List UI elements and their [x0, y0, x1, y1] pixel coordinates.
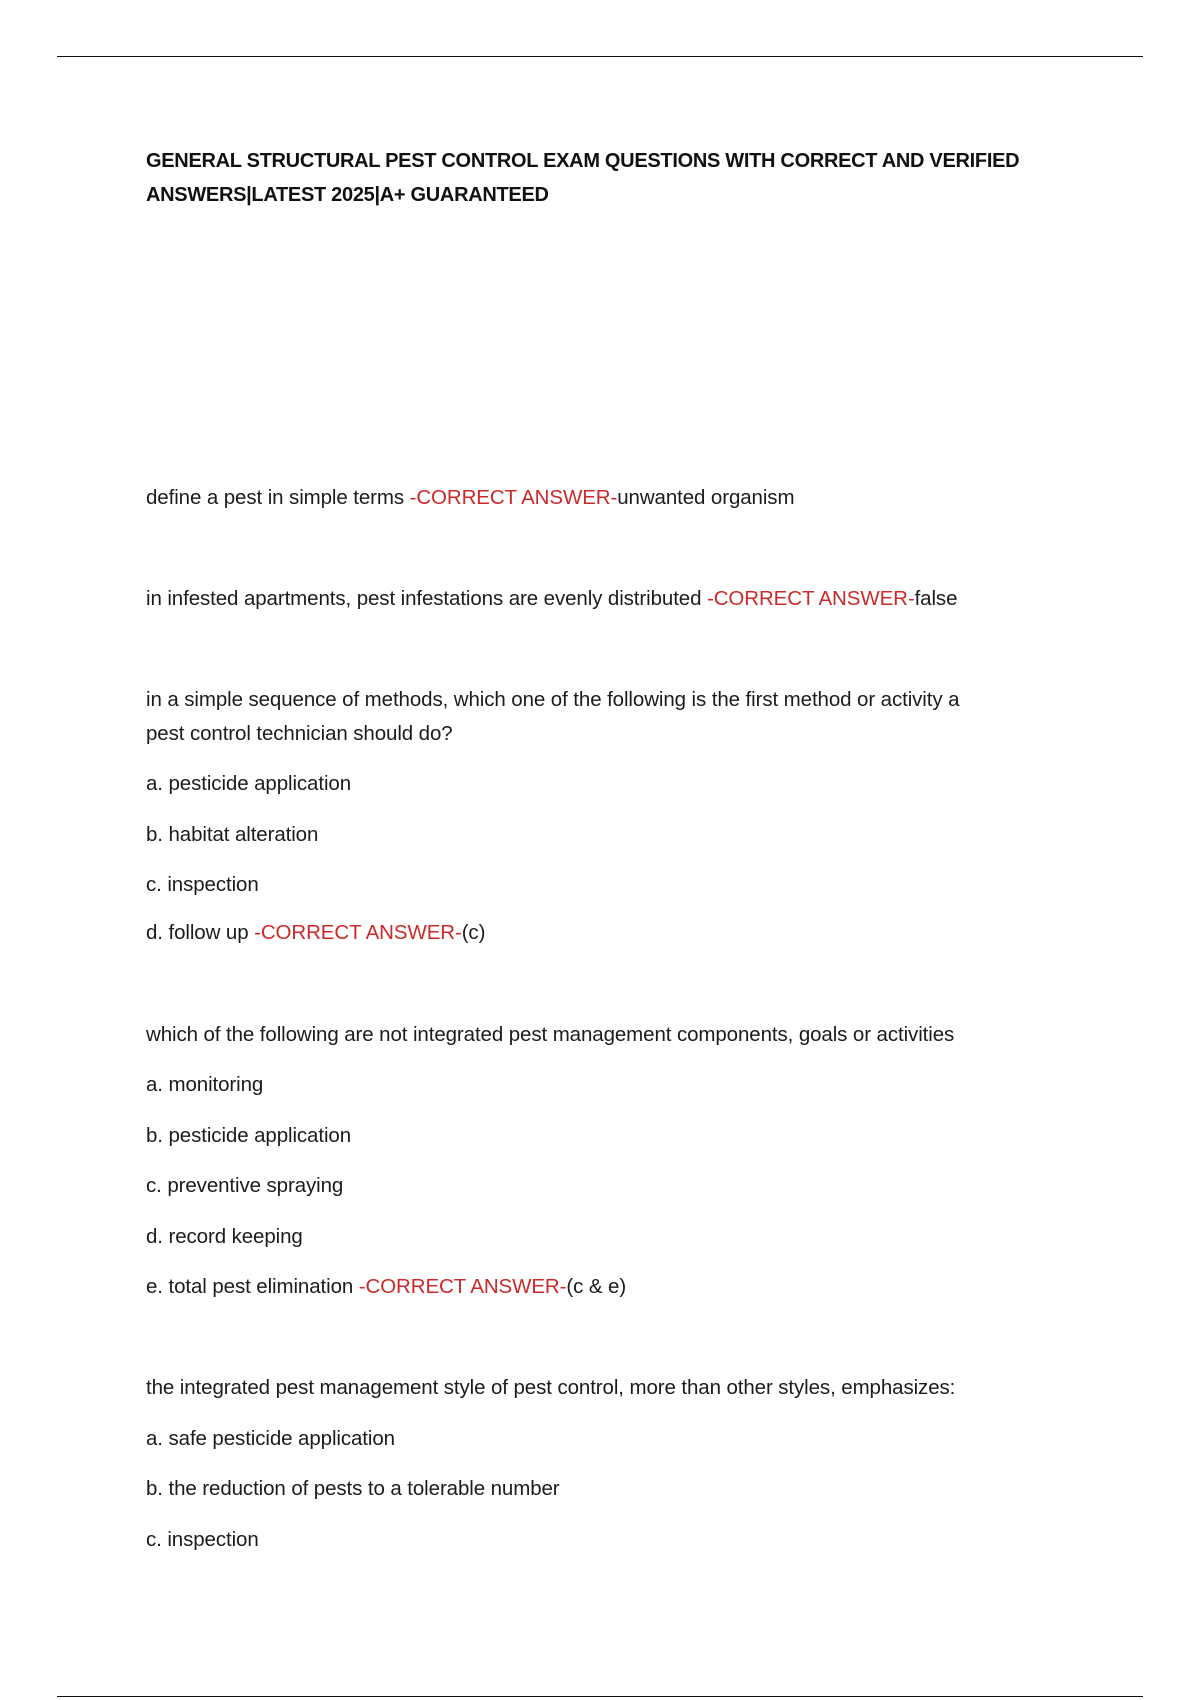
answer-text: (c & e): [566, 1275, 627, 1298]
option-item: e. total pest elimination: [146, 1275, 359, 1298]
document-title: [146, 144, 1076, 212]
option-item: a. monitoring: [146, 1073, 264, 1096]
answer-text: false: [914, 587, 958, 610]
question-2: [146, 582, 1106, 616]
option-item: b. the reduction of pests to a tolerable number: [146, 1477, 560, 1500]
correct-answer-tag: -CORRECT ANSWER-: [409, 486, 618, 509]
correct-answer-tag: -CORRECT ANSWER-: [358, 1275, 567, 1298]
question-4: which of the following are not integrated pest management components, goals or activities: [146, 1023, 955, 1046]
question-1: [146, 481, 1106, 515]
option-item: c. preventive spraying: [146, 1174, 344, 1197]
option-item: d. record keeping: [146, 1225, 303, 1248]
question-3-line-2: pest control technician should do?: [146, 722, 453, 745]
correct-answer-tag: -CORRECT ANSWER-: [254, 921, 462, 944]
question-text: define a pest in simple terms: [146, 486, 410, 509]
correct-answer-tag: -CORRECT ANSWER-: [706, 587, 915, 610]
title-line-1: GENERAL STRUCTURAL PEST CONTROL EXAM QUESTIONS WITH CORRECT AND VERIFIED: [146, 150, 1020, 172]
question-3-line-1: in a simple sequence of methods, which one of the following is the first method or activity a: [146, 688, 960, 711]
question-5: the integrated pest management style of pest control, more than other styles, emphasizes:: [146, 1376, 956, 1399]
title-line-2: ANSWERS|LATEST 2025|A+ GUARANTEED: [146, 184, 549, 206]
question-4-last-option: [146, 1270, 1106, 1304]
option-item: a. pesticide application: [146, 772, 352, 795]
option-item: b. habitat alteration: [146, 823, 319, 846]
answer-text: unwanted organism: [617, 486, 795, 509]
question-text: in infested apartments, pest infestations are evenly distributed: [146, 587, 707, 610]
option-item: c. inspection: [146, 873, 259, 896]
answer-text: (c): [461, 921, 486, 944]
question-3-last-option: [146, 916, 1106, 950]
header-rule: [57, 56, 1143, 57]
option-item: c. inspection: [146, 1528, 259, 1551]
option-item: a. safe pesticide application: [146, 1427, 395, 1450]
option-item: b. pesticide application: [146, 1124, 352, 1147]
footer-rule: [57, 1696, 1143, 1697]
option-item: d. follow up: [146, 921, 255, 944]
